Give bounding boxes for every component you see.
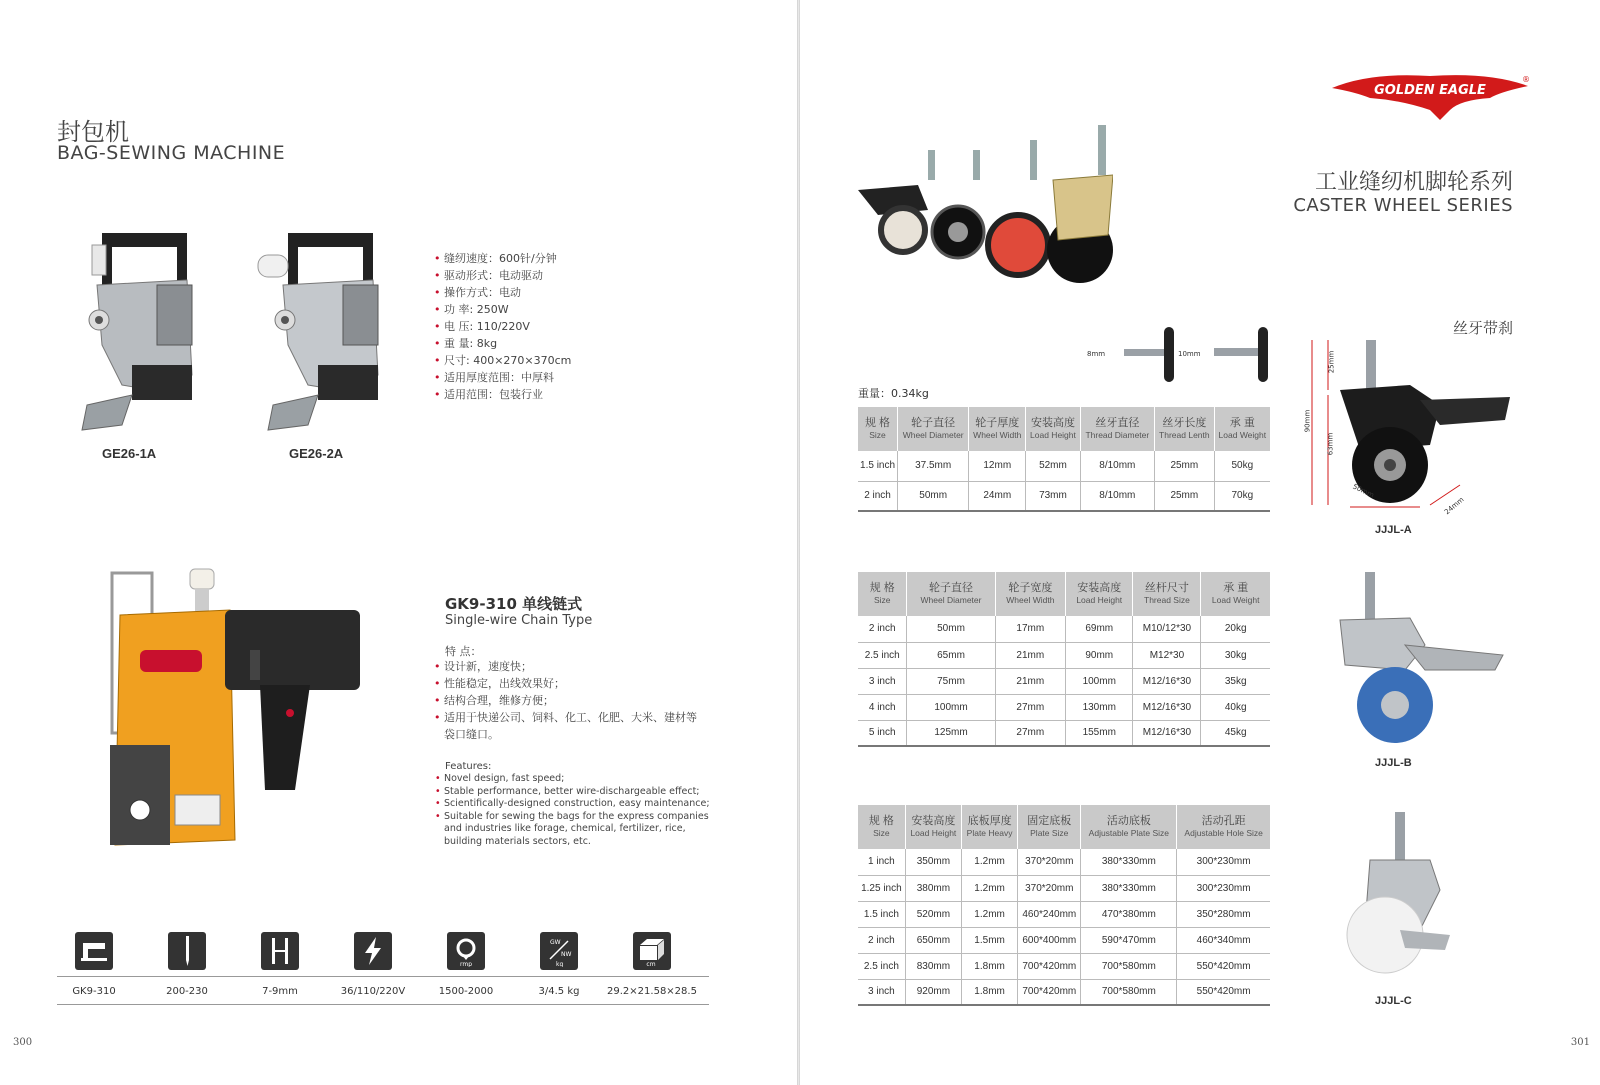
brand-name: GOLDEN EAGLE	[1374, 83, 1486, 98]
spec-item: • 尺寸: 400×270×370cm	[434, 352, 634, 369]
table-cell: 2.5 inch	[858, 953, 905, 979]
table-cell: 590*470mm	[1081, 927, 1177, 953]
table-cell: 100mm	[907, 694, 995, 720]
dim-50mm: 50mm	[1351, 482, 1376, 500]
feature-item: • 适用于快递公司、饲料、化工、化肥、大米、建材等袋口缝口。	[434, 709, 704, 743]
caster-label-jjjl-b: JJJL-B	[1375, 757, 1412, 769]
feature-item: • Suitable for sewing the bags for the express companies and industries like forage, chemical, fertilizer, rice, building materials sectors, etc.	[435, 811, 710, 849]
table-cell: 2 inch	[858, 616, 907, 642]
spec-table-3	[858, 805, 1270, 1006]
caster-jjjl-c-image	[1340, 810, 1460, 990]
table-cell: 70kg	[1214, 481, 1270, 511]
table-header-cell: 固定底板 Plate Size	[1018, 805, 1081, 849]
table-row	[858, 927, 1270, 953]
table-cell: 8/10mm	[1080, 451, 1154, 481]
table-cell: 30kg	[1201, 642, 1270, 668]
left-page	[0, 0, 797, 1085]
series-title-en: CASTER WHEEL SERIES	[1293, 195, 1513, 216]
screw-8mm-image	[1122, 325, 1180, 385]
table-header-cell: 承 重 Load Weight	[1214, 407, 1270, 451]
series-title-cn: 工业缝纫机脚轮系列	[1314, 170, 1513, 195]
gk-title: GK9-310 单线链式	[445, 595, 583, 613]
page-number-right: 301	[1570, 1037, 1590, 1048]
table-cell: 69mm	[1066, 616, 1133, 642]
table-cell: 1.5 inch	[858, 451, 898, 481]
table-cell: 65mm	[907, 642, 995, 668]
table-header-cell: 丝牙直径 Thread Diameter	[1080, 407, 1154, 451]
table-row	[858, 953, 1270, 979]
table-cell: 1.5 inch	[858, 901, 905, 927]
table-cell: 21mm	[995, 668, 1066, 694]
caster-group-image	[858, 120, 1113, 295]
table-cell: M12/16*30	[1133, 694, 1201, 720]
table-cell: 35kg	[1201, 668, 1270, 694]
table-cell: 90mm	[1066, 642, 1133, 668]
table-cell: 700*420mm	[1018, 979, 1081, 1005]
icon-value-model: GK9-310	[72, 986, 116, 997]
table-cell: 700*580mm	[1081, 953, 1177, 979]
table-header-cell: 承 重 Load Weight	[1201, 572, 1270, 616]
table-cell: 4 inch	[858, 694, 907, 720]
spec-item: • 操作方式：电动	[434, 284, 634, 301]
table-row	[858, 901, 1270, 927]
table-header-row	[858, 572, 1270, 616]
feature-item: • Stable performance, better wire-dischargeable effect;	[435, 786, 710, 799]
spec-item: • 适用厚度范围：中厚料	[434, 369, 634, 386]
spec-table-2	[858, 572, 1270, 747]
table-cell: 27mm	[995, 720, 1066, 746]
features-cn-heading: 特 点：	[445, 645, 482, 658]
table-cell: 50kg	[1214, 451, 1270, 481]
table-cell: 380*330mm	[1081, 849, 1177, 875]
features-cn-list	[434, 658, 704, 743]
table-cell: 50mm	[898, 481, 969, 511]
dim-90mm: 90mm	[1303, 409, 1312, 433]
table-cell: 2 inch	[858, 927, 905, 953]
weight-icon	[540, 932, 578, 970]
table-cell: 45kg	[1201, 720, 1270, 746]
caster-label-jjjl-a: JJJL-A	[1375, 524, 1412, 536]
table-cell: 75mm	[907, 668, 995, 694]
table-cell: 24mm	[969, 481, 1026, 511]
dim-24mm: 24mm	[1443, 495, 1466, 517]
features-en-list	[435, 773, 710, 848]
icon-value-speed: 1500-2000	[438, 986, 494, 997]
machine-gk9-310-image	[100, 565, 370, 860]
table-header-cell: 规 格 Size	[858, 572, 907, 616]
table-cell: 830mm	[905, 953, 961, 979]
model-label-ge26-2a: GE26-2A	[289, 446, 344, 461]
table-cell: 155mm	[1066, 720, 1133, 746]
svg-text:kg: kg	[556, 961, 564, 967]
voltage-icon	[354, 932, 392, 970]
table-row	[858, 875, 1270, 901]
icon-value-weight: 3/4.5 kg	[538, 986, 580, 997]
table-header-cell: 安装高度 Load Height	[1026, 407, 1080, 451]
table-cell: 460*340mm	[1177, 927, 1270, 953]
svg-text:cm: cm	[646, 961, 656, 967]
table-cell: 650mm	[905, 927, 961, 953]
table-cell: 25mm	[1155, 451, 1215, 481]
box-size-icon	[633, 932, 671, 970]
spec-item: • 缝纫速度：600针/分钟	[434, 250, 634, 267]
screw-10mm-image	[1212, 325, 1272, 385]
table-cell: 1.2mm	[961, 901, 1017, 927]
table-row	[858, 668, 1270, 694]
spec-item: • 重 量: 8kg	[434, 335, 634, 352]
table-cell: 370*20mm	[1018, 849, 1081, 875]
caster-label-jjjl-c: JJJL-C	[1375, 995, 1412, 1007]
table-cell: 17mm	[995, 616, 1066, 642]
sewing-machine-icon	[75, 932, 113, 970]
table-cell: 380mm	[905, 875, 961, 901]
table-header-cell: 轮子直径 Wheel Diameter	[898, 407, 969, 451]
spec-list	[434, 250, 634, 403]
speed-icon	[447, 932, 485, 970]
table-cell: 460*240mm	[1018, 901, 1081, 927]
section-label-thread-brake: 丝牙带刹	[1452, 319, 1513, 337]
table-cell: 380*330mm	[1081, 875, 1177, 901]
table-header-cell: 轮子宽度 Wheel Width	[995, 572, 1066, 616]
icon-row-divider-bottom	[57, 1004, 709, 1005]
feature-item: • Scientifically-designed construction, easy maintenance;	[435, 798, 710, 811]
right-page	[800, 0, 1600, 1085]
table-cell: 1.2mm	[961, 875, 1017, 901]
icon-row-divider-top	[57, 976, 709, 977]
table-cell: 700*420mm	[1018, 953, 1081, 979]
table-cell: 470*380mm	[1081, 901, 1177, 927]
table-cell: 1.8mm	[961, 979, 1017, 1005]
table-cell: 5 inch	[858, 720, 907, 746]
table-cell: 1.25 inch	[858, 875, 905, 901]
table-cell: 100mm	[1066, 668, 1133, 694]
table-cell: 300*230mm	[1177, 875, 1270, 901]
dim-25mm: 25mm	[1327, 350, 1336, 374]
table-cell: 73mm	[1026, 481, 1080, 511]
table-cell: 370*20mm	[1018, 875, 1081, 901]
weight-note: 重量：0.34kg	[858, 387, 929, 400]
table-cell: M12/16*30	[1133, 720, 1201, 746]
feature-item: • Novel design, fast speed;	[435, 773, 710, 786]
caster-jjjl-b-image	[1335, 570, 1510, 750]
table-row	[858, 481, 1270, 511]
table-row	[858, 849, 1270, 875]
table-cell: 125mm	[907, 720, 995, 746]
table-header-cell: 安装高度 Load Height	[905, 805, 961, 849]
feature-item: • 性能稳定，出线效果好；	[434, 675, 704, 692]
table-header-cell: 轮子直径 Wheel Diameter	[907, 572, 995, 616]
table-header-cell: 规 格 Size	[858, 407, 898, 451]
table-cell: 3 inch	[858, 668, 907, 694]
table-header-row	[858, 407, 1270, 451]
table-cell: 1.5mm	[961, 927, 1017, 953]
spec-item: • 功 率: 250W	[434, 301, 634, 318]
table-cell: 350*280mm	[1177, 901, 1270, 927]
page-title-en: BAG-SEWING MACHINE	[57, 142, 286, 164]
table-cell: 300*230mm	[1177, 849, 1270, 875]
spec-item: • 适用范围：包装行业	[434, 386, 634, 403]
spec-item: • 驱动形式：电动驱动	[434, 267, 634, 284]
spec-item: • 电 压: 110/220V	[434, 318, 634, 335]
table-header-cell: 丝杆尺寸 Thread Size	[1133, 572, 1201, 616]
table-header-cell: 活动孔距 Adjustable Hole Size	[1177, 805, 1270, 849]
icon-value-stitch: 7-9mm	[262, 986, 298, 997]
table-cell: M12/16*30	[1133, 668, 1201, 694]
feature-item: • 设计新，速度快；	[434, 658, 704, 675]
table-cell: M10/12*30	[1133, 616, 1201, 642]
table-cell: M12*30	[1133, 642, 1201, 668]
screw-8mm-label: 8mm	[1087, 350, 1106, 358]
table-cell: 2.5 inch	[858, 642, 907, 668]
stitch-length-icon	[261, 932, 299, 970]
needle-icon	[168, 932, 206, 970]
page-number-left: 300	[13, 1037, 33, 1048]
spec-table-1	[858, 407, 1270, 512]
table-cell: 40kg	[1201, 694, 1270, 720]
table-cell: 550*420mm	[1177, 953, 1270, 979]
table-cell: 8/10mm	[1080, 481, 1154, 511]
table-cell: 130mm	[1066, 694, 1133, 720]
table-cell: 2 inch	[858, 481, 898, 511]
table-cell: 21mm	[995, 642, 1066, 668]
table-header-cell: 轮子厚度 Wheel Width	[969, 407, 1026, 451]
table-cell: 50mm	[907, 616, 995, 642]
machine-ge26-1a-image	[62, 225, 207, 435]
table-cell: 700*580mm	[1081, 979, 1177, 1005]
golden-eagle-logo	[1330, 68, 1530, 123]
model-label-ge26-1a: GE26-1A	[102, 446, 157, 461]
svg-text:NW: NW	[561, 951, 572, 958]
table-cell: 20kg	[1201, 616, 1270, 642]
page-title-cn: 封包机	[57, 118, 129, 146]
table-cell: 1 inch	[858, 849, 905, 875]
table-cell: 350mm	[905, 849, 961, 875]
table-header-row	[858, 805, 1270, 849]
table-cell: 550*420mm	[1177, 979, 1270, 1005]
gk-subtitle: Single-wire Chain Type	[445, 613, 593, 628]
icon-value-needle: 200-230	[166, 986, 208, 997]
table-header-cell: 活动底板 Adjustable Plate Size	[1081, 805, 1177, 849]
dim-63mm: 63mm	[1326, 432, 1335, 456]
icon-value-voltage: 36/110/220V	[340, 986, 406, 997]
icon-value-box-size: 29.2×21.58×28.5	[607, 986, 697, 997]
table-cell: 12mm	[969, 451, 1026, 481]
table-cell: 600*400mm	[1018, 927, 1081, 953]
table-header-cell: 安装高度 Load Height	[1066, 572, 1133, 616]
features-en-heading: Features:	[445, 761, 492, 772]
table-header-cell: 底板厚度 Plate Heavy	[961, 805, 1017, 849]
svg-text:®: ®	[1522, 75, 1530, 84]
table-cell: 27mm	[995, 694, 1066, 720]
table-row	[858, 616, 1270, 642]
feature-item: • 结构合理，维修方便；	[434, 692, 704, 709]
table-cell: 3 inch	[858, 979, 905, 1005]
table-row	[858, 979, 1270, 1005]
table-cell: 52mm	[1026, 451, 1080, 481]
table-cell: 520mm	[905, 901, 961, 927]
screw-10mm-label: 10mm	[1178, 350, 1201, 358]
svg-text:rmp: rmp	[459, 961, 473, 967]
table-cell: 920mm	[905, 979, 961, 1005]
svg-text:GW: GW	[550, 939, 561, 946]
machine-ge26-2a-image	[248, 225, 393, 435]
table-cell: 1.2mm	[961, 849, 1017, 875]
table-header-cell: 规 格 Size	[858, 805, 905, 849]
table-row	[858, 694, 1270, 720]
table-cell: 25mm	[1155, 481, 1215, 511]
table-header-cell: 丝牙长度 Thread Lenth	[1155, 407, 1215, 451]
table-cell: 1.8mm	[961, 953, 1017, 979]
table-row	[858, 451, 1270, 481]
table-row	[858, 720, 1270, 746]
table-row	[858, 642, 1270, 668]
table-cell: 37.5mm	[898, 451, 969, 481]
